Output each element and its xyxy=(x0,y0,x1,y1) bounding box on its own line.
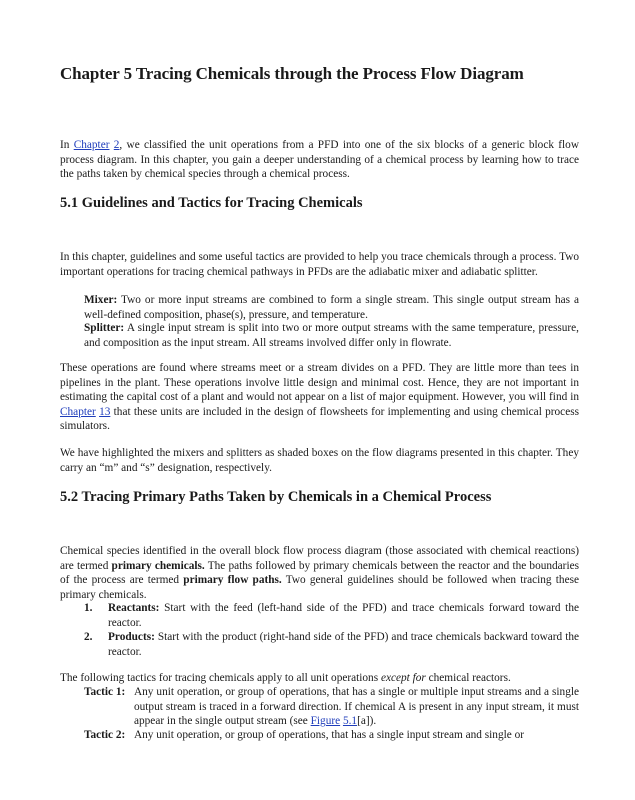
figure-5-1-link[interactable]: 5.1 xyxy=(342,715,358,728)
chapter-2-number-link[interactable]: 2 xyxy=(113,139,120,151)
section-5-2-paragraph-1: Chemical species identified in the overall block flow process diagram (those associated with chemical reactions) are termed primary chemicals. The paths followed by primary chemicals between the reactor and the boundaries of the process are termed primary flow paths. Two general guidelines should be followed when tracing these primary chemicals. xyxy=(60,545,579,601)
list-number: 1. xyxy=(84,602,93,614)
section-5-1-heading: 5.1 Guidelines and Tactics for Tracing Chemicals xyxy=(60,195,363,211)
splitter-definition: Splitter: A single input stream is split into two or more output streams with the same temperature, pressure, and composition as the input stream. All streams involved differ only in flowrate. xyxy=(84,322,579,349)
section-5-2-heading: 5.2 Tracing Primary Paths Taken by Chemicals in a Chemical Process xyxy=(60,489,492,505)
tactic-2-label: Tactic 2: xyxy=(84,729,126,741)
tactic-1-label: Tactic 1: xyxy=(84,686,126,698)
section-5-1-paragraph-3: We have highlighted the mixers and splitters as shaded boxes on the flow diagrams presented in this chapter. They carry an “m” and “s” designation, respectively. xyxy=(60,447,579,474)
section-5-2-paragraph-2: The following tactics for tracing chemicals apply to all unit operations except for chemical reactors. xyxy=(60,672,511,684)
chapter-13-number-link[interactable]: 13 xyxy=(99,405,111,418)
guideline-item-products: 2. Products: Start with the product (right-hand side of the PFD) and trace chemicals backward toward the reactor. xyxy=(84,631,579,658)
mixer-label: Mixer: xyxy=(84,294,118,306)
mixer-definition: Mixer: Two or more input streams are combined to form a single stream. This single output stream has a well-defined composition, phase(s), pressure, and temperature. xyxy=(84,294,579,321)
chapter-title: Chapter 5 Tracing Chemicals through the Process Flow Diagram xyxy=(60,64,524,83)
tactic-1: Tactic 1: Any unit operation, or group of operations, that has a single or multiple input streams and a single output stream is traced in a forward direction. If chemical A is present in any input stream, it must appear in the single output stream (see Figure 5.1[a]). xyxy=(84,686,579,728)
intro-paragraph: In Chapter 2, we classified the unit operations from a PFD into one of the six blocks of a generic block flow process diagram. In this chapter, you gain a deeper understanding of a chemical process by learning how to trace the paths taken by chemical species through a chemical process. xyxy=(60,139,579,181)
tactic-2: Tactic 2: Any unit operation, or group of operations, that has a single input stream and single or xyxy=(84,729,524,741)
figure-link[interactable]: Figure xyxy=(310,715,341,728)
section-5-1-paragraph-2: These operations are found where streams meet or a stream divides on a PFD. They are little more than tees in pipelines in the plant. These operations involve little design and minimal cost. Hence, they are not important in estimating the capital cost of a plant and would not appear on a list of major equipment. However, you will find in Chapter 13 that these units are included in the design of flowsheets for implementing and using chemical process simulators. xyxy=(60,362,579,433)
section-5-1-paragraph-1: In this chapter, guidelines and some useful tactics are provided to help you trace chemicals through a process. Two important operations for tracing chemical pathways in PFDs are the adiabatic mixer and adiabatic splitter. xyxy=(60,251,579,278)
chapter-2-link[interactable]: Chapter xyxy=(73,139,110,151)
splitter-label: Splitter: xyxy=(84,322,125,334)
list-number: 2. xyxy=(84,631,93,643)
guideline-item-reactants: 1. Reactants: Start with the feed (left-hand side of the PFD) and trace chemicals forward toward the reactor. xyxy=(84,602,579,629)
chapter-13-link[interactable]: Chapter xyxy=(60,405,96,418)
